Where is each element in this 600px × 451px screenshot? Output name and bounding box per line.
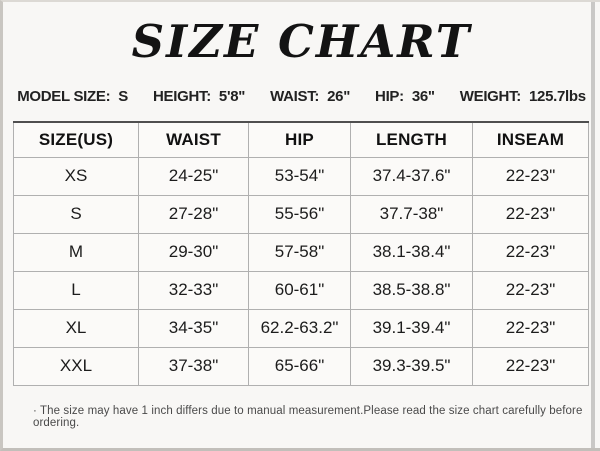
cell-waist: 27-28" xyxy=(139,195,249,233)
cell-size: S xyxy=(14,195,139,233)
cell-length: 37.7-38" xyxy=(351,195,473,233)
model-size-value: S xyxy=(118,87,129,105)
cell-size: M xyxy=(14,233,139,271)
model-weight-label: WEIGHT: xyxy=(459,87,521,105)
cell-waist: 32-33" xyxy=(139,271,249,309)
cell-inseam: 22-23" xyxy=(473,271,589,309)
image-edge-shadow xyxy=(591,2,595,448)
model-height-item xyxy=(153,88,245,105)
cell-hip: 55-56" xyxy=(249,195,351,233)
cell-hip: 57-58" xyxy=(249,233,351,271)
page-title: SIZE CHART xyxy=(131,15,472,68)
cell-hip: 60-61" xyxy=(249,271,351,309)
table-row-xl xyxy=(14,309,589,347)
cell-length: 38.5-38.8" xyxy=(351,271,473,309)
cell-inseam: 22-23" xyxy=(473,157,589,195)
cell-length: 38.1-38.4" xyxy=(351,233,473,271)
cell-waist: 29-30" xyxy=(139,233,249,271)
cell-size: XL xyxy=(14,309,139,347)
cell-waist: 24-25" xyxy=(139,157,249,195)
model-weight-item xyxy=(460,88,586,105)
cell-size: XS xyxy=(14,157,139,195)
size-table-header-row xyxy=(14,122,589,158)
table-row-s xyxy=(14,195,589,233)
model-height-value: 5'8" xyxy=(218,87,246,105)
table-row-l xyxy=(14,271,589,309)
cell-waist: 34-35" xyxy=(139,309,249,347)
header-size-us: SIZE(US) xyxy=(14,122,139,158)
model-info-line xyxy=(3,88,600,105)
model-weight-value: 125.7lbs xyxy=(528,87,586,105)
size-table xyxy=(13,121,589,386)
cell-hip: 65-66" xyxy=(249,347,351,385)
cell-inseam: 22-23" xyxy=(473,195,589,233)
table-row-m xyxy=(14,233,589,271)
cell-hip: 53-54" xyxy=(249,157,351,195)
header-inseam: INSEAM xyxy=(473,122,589,158)
model-waist-value: 26" xyxy=(327,87,351,105)
model-height-label: HEIGHT: xyxy=(153,87,211,105)
measurement-note: · The size may have 1 inch differs due to manual measurement.Please read the size chart carefully before ordering. xyxy=(33,404,583,429)
cell-inseam: 22-23" xyxy=(473,309,589,347)
model-hip-item xyxy=(375,88,435,105)
model-size-label: MODEL SIZE: xyxy=(17,87,111,105)
cell-size: L xyxy=(14,271,139,309)
model-waist-item xyxy=(270,88,350,105)
header-length: LENGTH xyxy=(351,122,473,158)
cell-inseam: 22-23" xyxy=(473,233,589,271)
cell-waist: 37-38" xyxy=(139,347,249,385)
cell-length: 37.4-37.6" xyxy=(351,157,473,195)
header-hip: HIP xyxy=(249,122,351,158)
table-row-xxl xyxy=(14,347,589,385)
cell-inseam: 22-23" xyxy=(473,347,589,385)
header-waist: WAIST xyxy=(139,122,249,158)
model-size-item xyxy=(17,88,128,105)
cell-hip: 62.2-63.2" xyxy=(249,309,351,347)
table-row-xs xyxy=(14,157,589,195)
cell-length: 39.3-39.5" xyxy=(351,347,473,385)
cell-size: XXL xyxy=(14,347,139,385)
model-waist-label: WAIST: xyxy=(270,87,320,105)
cell-length: 39.1-39.4" xyxy=(351,309,473,347)
model-hip-label: HIP: xyxy=(375,87,404,105)
model-hip-value: 36" xyxy=(411,87,435,105)
